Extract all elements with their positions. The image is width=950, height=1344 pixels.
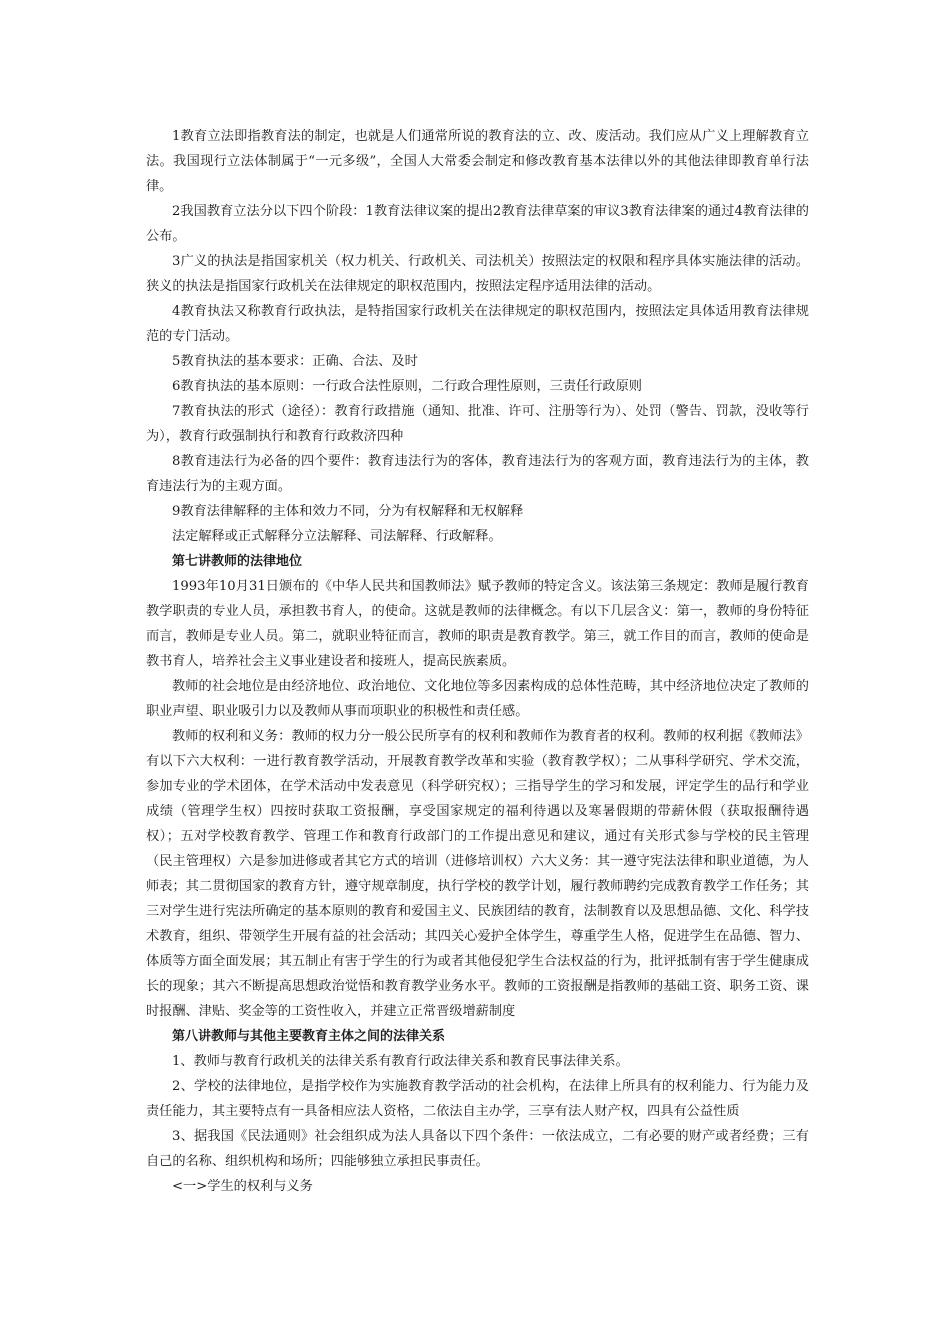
paragraph-14: 1、教师与教育行政机关的法律关系有教育行政法律关系和教育民事法律关系。 xyxy=(172,1054,629,1069)
paragraph-4: 4教育执法又称教育行政执法，是特指国家行政机关在法律规定的职权范围内，按照法定具体适用教育法律规范的专门活动。 xyxy=(146,304,809,344)
paragraph-2: 2我国教育立法分以下四个阶段：1教育法律议案的提出2教育法律草案的审议3教育法律案的通过4教育法律的公布。 xyxy=(146,204,809,244)
paragraph-12: 教师的社会地位是由经济地位、政治地位、文化地位等多因素构成的总体性范畴，其中经济地位决定了教师的职业声望、职业吸引力以及教师从事而项职业的积极性和责任感。 xyxy=(146,679,809,719)
paragraph-8: 8教育违法行为必备的四个要件：教育违法行为的客体，教育违法行为的客观方面，教育违法行为的主体，教育违法行为的主观方面。 xyxy=(146,454,809,494)
paragraph-10: 法定解释或正式解释分立法解释、司法解释、行政解释。 xyxy=(172,529,502,544)
paragraph-11: 1993年10月31日颁布的《中华人民共和国教师法》赋予教师的特定含义。该法第三条规定：教师是履行教育教学职责的专业人员，承担教书育人，的使命。这就是教师的法律概念。有以下几层含义：第一，教师的身份特征而言，教师是专业人员。第二，就职业特征而言，教师的职责是教育教学。第三，就工作目的而言，教师的使命是教书育人，培养社会主义事业建设者和接班人，提高民族素质。 xyxy=(146,579,809,669)
paragraph-1: 1教育立法即指教育法的制定，也就是人们通常所说的教育法的立、改、废活动。我们应从广义上理解教育立法。我国现行立法体制属于“一元多级”，全国人大常委会制定和修改教育基本法律以外的其他法律即教育单行法律。 xyxy=(146,129,809,194)
paragraph-15: 2、学校的法律地位，是指学校作为实施教育教学活动的社会机构，在法律上所具有的权利能力、行为能力及责任能力，其主要特点有一具备相应法人资格，二依法自主办学，三享有法人财产权，四具有公益性质 xyxy=(146,1079,809,1119)
section-heading-lecture-8: 第八讲教师与其他主要教育主体之间的法律关系 xyxy=(172,1029,446,1044)
document-page xyxy=(146,124,809,1199)
paragraph-6: 6教育执法的基本原则：一行政合法性原则，二行政合理性原则，三责任行政原则 xyxy=(172,379,642,394)
paragraph-9: 9教育法律解释的主体和效力不同，分为有权解释和无权解释 xyxy=(172,504,524,519)
paragraph-13: 教师的权利和义务：教师的权力分一般公民所享有的权利和教师作为教育者的权利。教师的权利据《教师法》有以下六大权利：一进行教育教学活动，开展教育教学改革和实验（教育教学权）；二从事科学研究、学术交流，参加专业的学术团体，在学术活动中发表意见（科学研究权）；三指导学生的学习和发展，评定学生的品行和学业成绩（管理学生权）四按时获取工资报酬，享受国家规定的福利待遇以及寒暑假期的带薪休假（获取报酬待遇权）；五对学校教育教学、管理工作和教育行政部门的工作提出意见和建议，通过有关形式参与学校的民主管理（民主管理权）六是参加进修或者其它方式的培训（进修培训权）六大义务：其一遵守宪法法律和职业道德，为人师表；其二贯彻国家的教育方针，遵守规章制度，执行学校的教学计划，履行教师聘约完成教育教学工作任务；其三对学生进行宪法所确定的基本原则的教育和爱国主义、民族团结的教育，法制教育以及思想品德、文化、科学技术教育，组织、带领学生开展有益的社会活动；其四关心爱护全体学生，尊重学生人格，促进学生在品德、智力、体质等方面全面发展；其五制止有害于学生的行为或者其他侵犯学生合法权益的行为，批评抵制有害于学生健康成长的现象；其六不断提高思想政治觉悟和教育教学业务水平。教师的工资报酬是指教师的基础工资、职务工资、课时报酬、津贴、奖金等的工资性收入，并建立正常晋级增薪制度 xyxy=(146,729,809,1019)
paragraph-17: <一>学生的权利与义务 xyxy=(172,1179,313,1194)
paragraph-5: 5教育执法的基本要求：正确、合法、及时 xyxy=(172,354,418,369)
paragraph-7: 7教育执法的形式（途径）：教育行政措施（通知、批准、许可、注册等行为）、处罚（警告、罚款，没收等行为），教育行政强制执行和教育行政救济四种 xyxy=(146,404,809,444)
paragraph-16: 3、据我国《民法通则》社会组织成为法人具备以下四个条件：一依法成立，二有必要的财产或者经费；三有自己的名称、组织机构和场所；四能够独立承担民事责任。 xyxy=(146,1129,809,1169)
section-heading-lecture-7: 第七讲教师的法律地位 xyxy=(172,554,303,569)
paragraph-3: 3广义的执法是指国家机关（权力机关、行政机关、司法机关）按照法定的权限和程序具体实施法律的活动。狭义的执法是指国家行政机关在法律规定的职权范围内，按照法定程序适用法律的活动。 xyxy=(146,254,809,294)
